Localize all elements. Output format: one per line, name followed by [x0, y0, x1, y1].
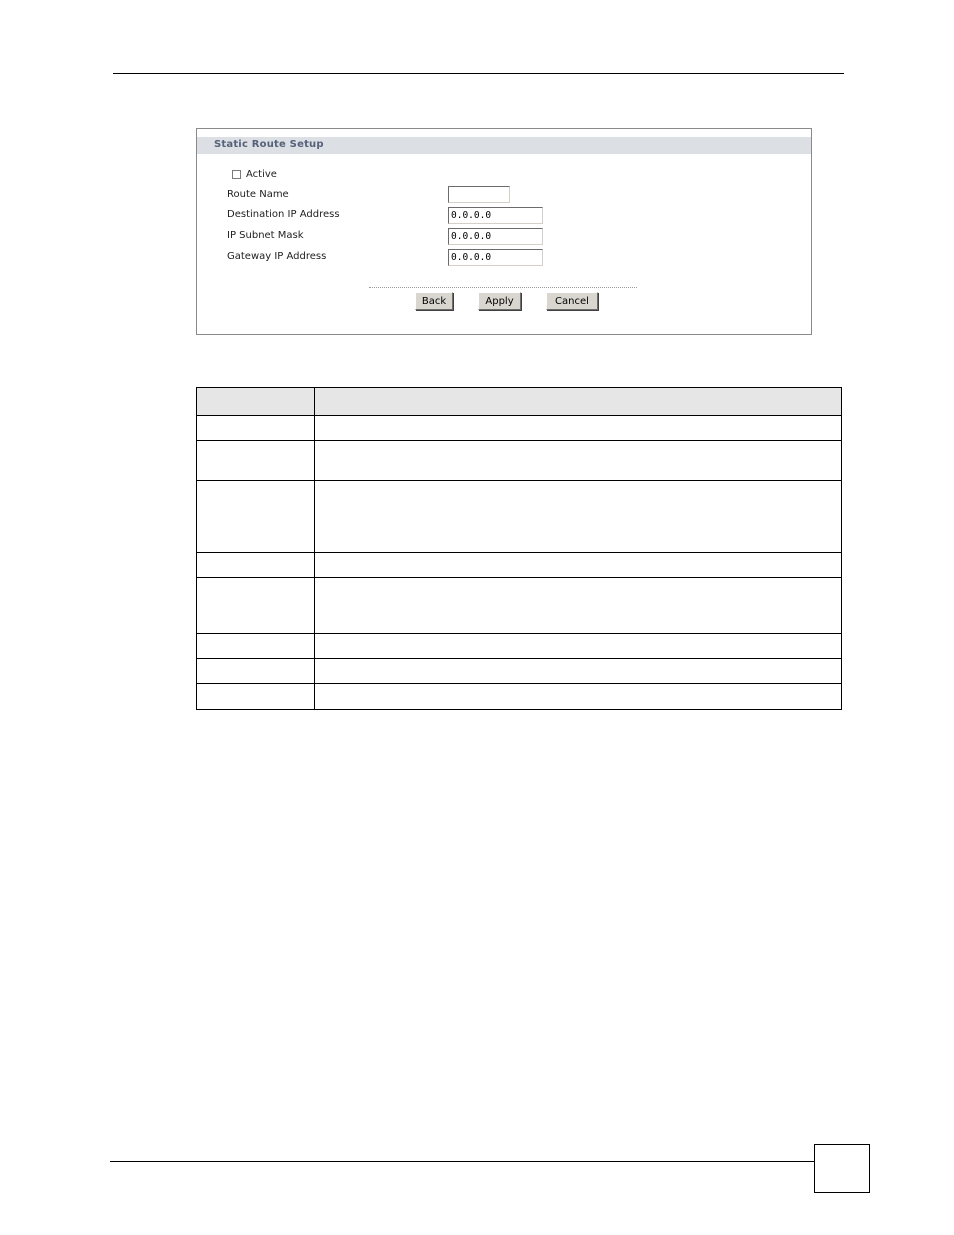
table-cell [197, 578, 315, 634]
table-cell [315, 578, 842, 634]
button-separator [369, 287, 637, 288]
table-cell [197, 441, 315, 481]
table-cell [197, 684, 315, 710]
field-description-table [196, 387, 842, 710]
table-row [197, 634, 842, 659]
table-cell [197, 416, 315, 441]
table-cell [197, 659, 315, 684]
subnet-mask-label: IP Subnet Mask [227, 230, 304, 241]
static-route-setup-panel [196, 128, 812, 335]
table-row [197, 481, 842, 553]
cancel-button[interactable]: Cancel [546, 292, 598, 310]
destination-ip-label: Destination IP Address [227, 209, 340, 220]
subnet-mask-input[interactable] [448, 228, 543, 245]
table-cell [315, 634, 842, 659]
header-rule [113, 73, 844, 74]
table-row [197, 578, 842, 634]
table-header-cell [315, 388, 842, 416]
panel-header [197, 137, 811, 154]
table-cell [315, 553, 842, 578]
table-row [197, 553, 842, 578]
destination-ip-input[interactable] [448, 207, 543, 224]
footer-rule [110, 1161, 814, 1162]
table-row [197, 659, 842, 684]
route-name-input[interactable] [448, 186, 510, 203]
table-cell [315, 416, 842, 441]
table-header-cell [197, 388, 315, 416]
route-name-label: Route Name [227, 189, 289, 200]
active-label: Active [246, 169, 277, 180]
table-cell [197, 553, 315, 578]
apply-button[interactable]: Apply [478, 292, 521, 310]
table-row [197, 416, 842, 441]
table-row [197, 684, 842, 710]
table-cell [197, 481, 315, 553]
table-cell [315, 481, 842, 553]
table-cell [315, 659, 842, 684]
active-checkbox[interactable] [232, 170, 241, 179]
table-header-row [197, 388, 842, 416]
page-number-box [814, 1144, 870, 1193]
table-cell [315, 441, 842, 481]
table-row [197, 441, 842, 481]
back-button[interactable]: Back [415, 292, 453, 310]
gateway-ip-label: Gateway IP Address [227, 251, 327, 262]
table-cell [315, 684, 842, 710]
table-cell [197, 634, 315, 659]
panel-title: Static Route Setup [214, 139, 324, 150]
gateway-ip-input[interactable] [448, 249, 543, 266]
